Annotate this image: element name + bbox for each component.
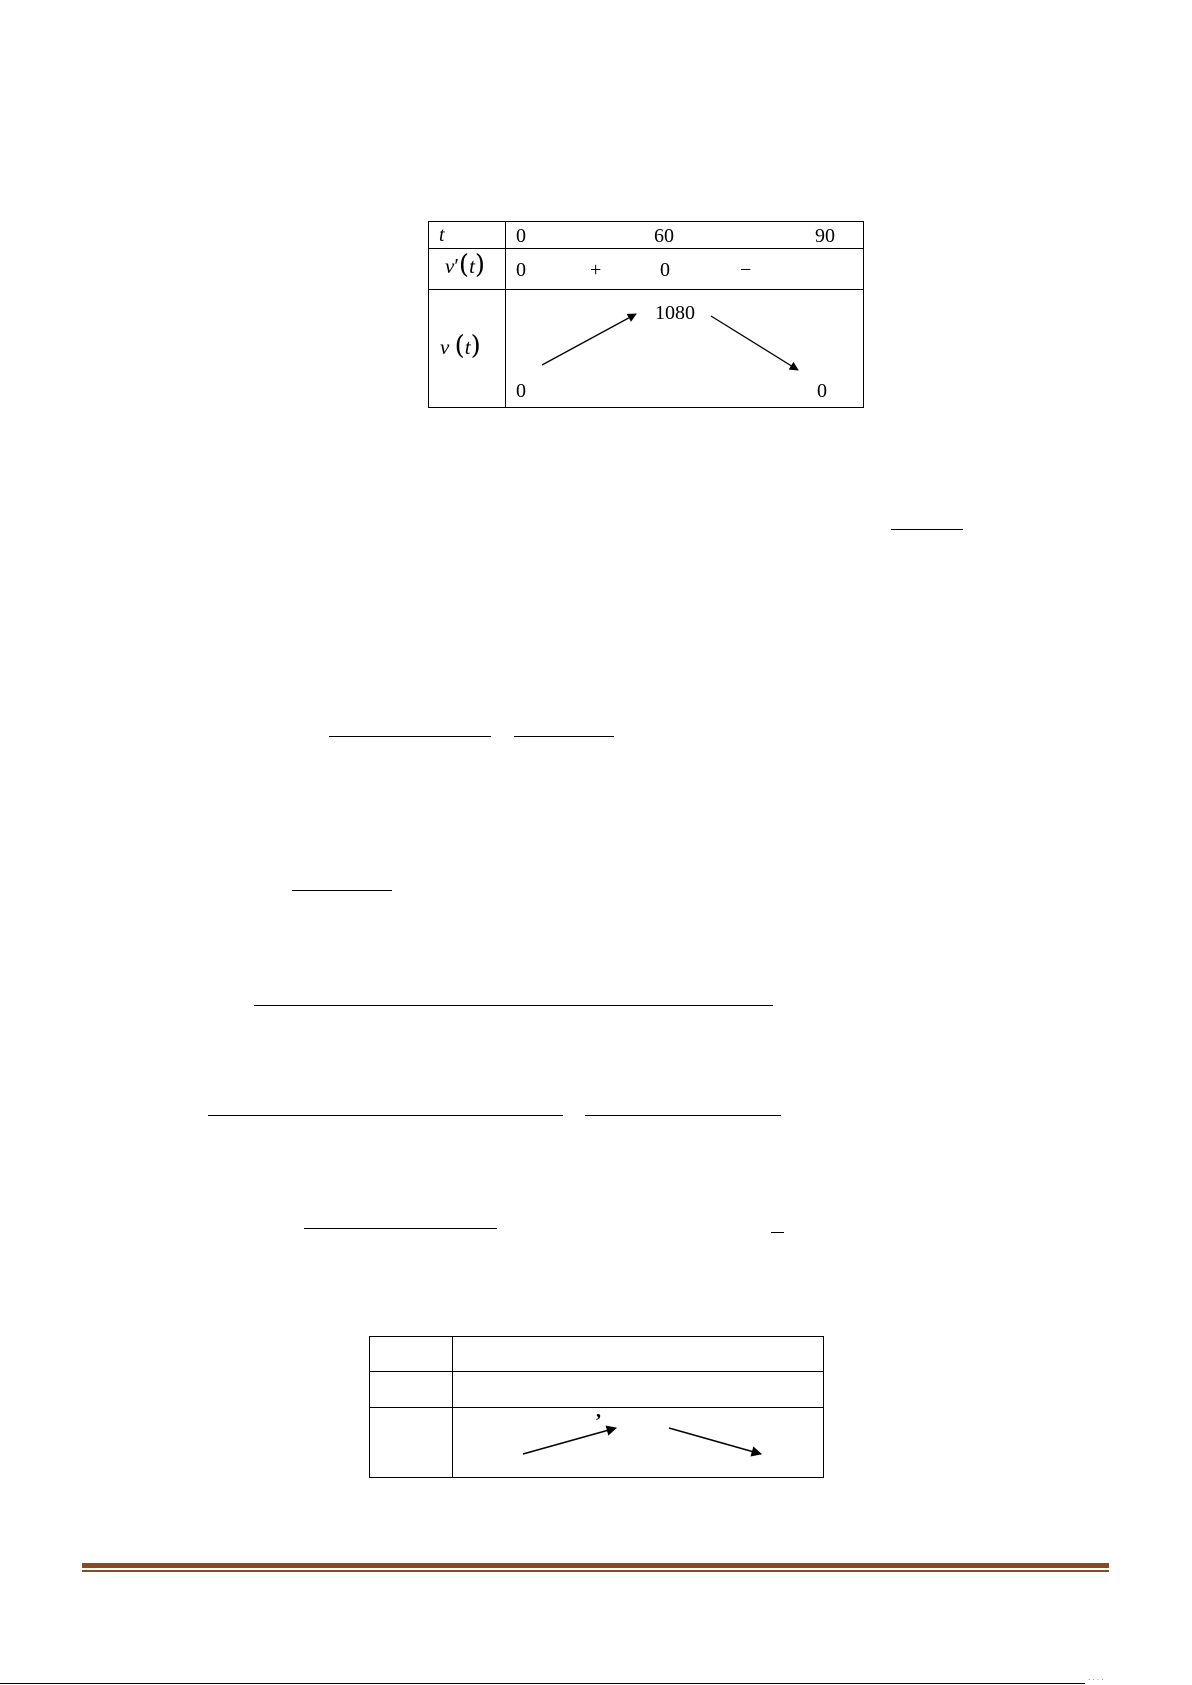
fraction-bar (329, 736, 491, 737)
fraction-bar (891, 529, 963, 530)
fraction-bar (514, 736, 614, 737)
fraction-bar (292, 890, 392, 891)
increasing-arrow (542, 314, 636, 365)
row-label-t: t (439, 224, 445, 246)
footer-rule-thin (82, 1570, 1109, 1572)
footer-rule (82, 1563, 1109, 1568)
decreasing-arrow (711, 316, 798, 370)
t-value-0: 0 (516, 225, 526, 247)
row-label-v: v (t) (440, 331, 481, 361)
row-label-v-prime: v′(t) (445, 250, 486, 280)
page-corner-mark: · · · · (1088, 1676, 1104, 1684)
derivative-plus-sign: + (590, 259, 602, 281)
fraction-bar (304, 1228, 497, 1229)
derivative-zero-mid: 0 (660, 259, 670, 281)
fraction-bar (254, 1005, 773, 1006)
table-fragment-mark: ’ (595, 1410, 602, 1432)
increasing-arrow (523, 1428, 616, 1454)
decreasing-arrow (669, 1428, 761, 1454)
variation-table-empty (369, 1336, 824, 1478)
variation-arrows (369, 1336, 824, 1478)
fraction-bar (585, 1115, 781, 1116)
v-value-end: 0 (817, 380, 827, 402)
fraction-bar (771, 1232, 784, 1233)
t-value-60: 60 (654, 225, 674, 247)
t-value-90: 90 (815, 225, 835, 247)
variation-table-v (428, 221, 864, 408)
v-value-start: 0 (516, 380, 526, 402)
variation-arrows (428, 221, 864, 408)
fraction-bar (208, 1115, 563, 1116)
v-value-max: 1080 (655, 302, 695, 324)
derivative-zero-start: 0 (516, 259, 526, 281)
derivative-minus-sign: − (740, 259, 752, 281)
page-bottom-border (0, 1683, 1085, 1684)
